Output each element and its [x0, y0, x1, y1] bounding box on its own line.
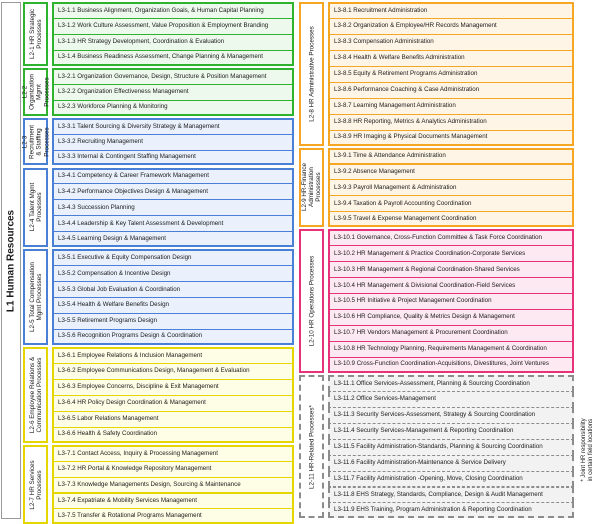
process-item: L3-8.3 Compensation Administration — [328, 34, 574, 51]
process-item: L3-3.2 Recruiting Management — [52, 134, 294, 151]
process-item: L3-7.2 HR Portal & Knowledge Repository Management — [52, 461, 294, 478]
process-item: L3-4.4 Leadership & Key Talent Assessment & Development — [52, 215, 294, 232]
process-item: L3-9.5 Travel & Expense Management Coordination — [328, 211, 574, 227]
group-label-text: L2-10 HR Operations Processes — [307, 255, 315, 347]
process-item: L3-9.3 Payroll Management & Administration — [328, 179, 574, 196]
group-label-text: L2-4 Talent Mgmt Processes — [28, 183, 43, 232]
process-item: L3-2.1 Organization Governance, Design, Structure & Position Management — [52, 68, 294, 85]
l1-title: L1 Human Resources — [5, 209, 17, 312]
process-item: L3-2.3 Workforce Planning & Monitoring — [52, 100, 294, 116]
process-item: L3-1.4 Business Readiness Assessment, Change Planning & Management — [52, 50, 294, 66]
process-item: L3-7.4 Expatriate & Mobility Services Management — [52, 493, 294, 510]
process-item: L3-10.3 HR Management & Regional Coordination-Shared Services — [328, 261, 574, 278]
group-label-text: L2-9 HR-Finance Administration Processes — [300, 163, 323, 212]
process-item: L3-10.9 Cross-Function Coordination-Acquisitions, Divestitures, Joint Ventures — [328, 357, 574, 373]
process-item: L3-4.2 Performance Objectives Design & Management — [52, 183, 294, 200]
process-item: L3-7.3 Knowledge Managements Design, Sourcing & Maintenance — [52, 477, 294, 494]
process-item: L3-5.6 Recognition Programs Design & Coordination — [52, 329, 294, 345]
group-label-l2-2 — [23, 68, 48, 116]
process-item: L3-7.5 Transfer & Rotational Programs Management — [52, 508, 294, 524]
process-item: L3-6.5 Labor Relations Management — [52, 411, 294, 428]
process-item: L3-6.1 Employee Relations & Inclusion Management — [52, 347, 294, 364]
process-item: L3-9.2 Absence Management — [328, 164, 574, 181]
group-label-l2-1 — [23, 2, 48, 66]
group-label-l2-10 — [299, 229, 324, 373]
process-item: L3-8.9 HR Imaging & Physical Documents Management — [328, 130, 574, 146]
footnote — [578, 380, 598, 520]
process-item: L3-4.1 Competency & Career Framework Management — [52, 168, 294, 185]
process-item: L3-8.1 Recruitment Administration — [328, 2, 574, 19]
process-item: L3-8.6 Performance Coaching & Case Administration — [328, 82, 574, 99]
process-item: L3-6.6 Health & Safety Coordination — [52, 427, 294, 443]
group-label-text: L2-1 HR Strategic Processes — [28, 8, 43, 59]
group-label-l2-7 — [23, 445, 48, 524]
process-item: L3-11.3 Security Services-Assessment, Strategy & Sourcing Coordination — [328, 407, 574, 424]
process-item: L3-8.2 Organization & Employee/HR Records Management — [328, 18, 574, 35]
group-label-l2-8 — [299, 2, 324, 146]
process-item: L3-5.3 Global Job Evaluation & Coordination — [52, 281, 294, 298]
process-item: L3-5.2 Compensation & Incentive Design — [52, 265, 294, 282]
l1-title-box — [1, 2, 21, 519]
process-item: L3-7.1 Contact Access, Inquiry & Processing Management — [52, 445, 294, 462]
process-item: L3-11.4 Security Services-Management & Reporting Coordination — [328, 423, 574, 440]
process-item: L3-4.5 Learning Design & Management — [52, 231, 294, 247]
process-item: L3-10.7 HR Vendors Management & Procurement Coordination — [328, 325, 574, 342]
process-item: L3-8.4 Health & Welfare Benefits Administration — [328, 50, 574, 67]
group-label-text: L2-8 HR Administrative Processes — [307, 25, 315, 122]
process-item: L3-11.2 Office Services-Management — [328, 391, 574, 408]
process-item: L3-11.5 Facility Administration-Standards, Planning & Sourcing Coordination — [328, 439, 574, 456]
process-item: L3-1.1 Business Alignment, Organization Goals, & Human Capital Planning — [52, 2, 294, 19]
group-label-l2-4 — [23, 168, 48, 248]
process-item: L3-9.4 Taxation & Payroll Accounting Coordination — [328, 195, 574, 212]
group-label-l2-9 — [299, 148, 324, 228]
process-item: L3-9.1 Time & Attendance Administration — [328, 148, 574, 165]
group-label-text: L2-3 Recruitment & Staffing Processes — [21, 124, 50, 159]
group-label-text: L2-5 Total Compensation Mgmt Processes — [28, 262, 43, 333]
process-item: L3-5.4 Health & Welfare Benefits Design — [52, 297, 294, 314]
group-label-l2-3 — [23, 118, 48, 166]
process-item: L3-1.3 HR Strategy Development, Coordination & Evaluation — [52, 34, 294, 51]
process-item: L3-3.3 Internal & Contingent Staffing Management — [52, 150, 294, 166]
process-item: L3-10.8 HR Technology Planning, Requirements Management & Coordination — [328, 341, 574, 358]
process-item: L3-1.2 Work Culture Assessment, Value Proposition & Employment Branding — [52, 18, 294, 35]
group-label-l2-5 — [23, 249, 48, 345]
process-item: L3-6.2 Employee Communications Design, Management & Evaluation — [52, 363, 294, 380]
process-item: L3-6.3 Employee Concerns, Discipline & Exit Management — [52, 379, 294, 396]
group-label-text: L2-6 Employee Relations & Communication Processes — [28, 356, 43, 433]
process-item: L3-8.7 Learning Management Administration — [328, 98, 574, 115]
group-label-text: L2-2 Organization Mgmt Processes — [21, 73, 50, 110]
footnote-text: * Joint HR responsibility in certain field locations — [581, 418, 594, 482]
process-item: L3-5.5 Retirement Programs Design — [52, 313, 294, 330]
group-label-l2-6 — [23, 347, 48, 443]
process-item: L3-6.4 HR Policy Design Coordination & Management — [52, 395, 294, 412]
process-item: L3-10.1 Governance, Cross-Function Committee & Task Force Coordination — [328, 229, 574, 246]
group-label-text: L2-11 HR-Related Processes* — [307, 404, 315, 489]
process-item: L3-2.2 Organization Effectiveness Management — [52, 84, 294, 101]
process-item: L3-11.7 Facility Administration -Opening, Move, Closing Coordination — [328, 471, 574, 488]
process-item: L3-11.9 EHS Training, Program Administration & Reporting Coordination — [328, 502, 574, 518]
process-item: L3-5.1 Executive & Equity Compensation Design — [52, 249, 294, 266]
group-label-l2-11 — [299, 375, 324, 519]
process-item: L3-10.4 HR Management & Divisional Coordination-Field Services — [328, 277, 574, 294]
group-label-text: L2-7 HR Services Processes — [28, 459, 43, 510]
process-item: L3-10.5 HR Initiative & Project Management Coordination — [328, 293, 574, 310]
process-item: L3-10.6 HR Compliance, Quality & Metrics Design & Management — [328, 309, 574, 326]
process-item: L3-4.3 Succession Planning — [52, 199, 294, 216]
process-item: L3-11.6 Facility Administration-Maintenance & Service Delivery — [328, 455, 574, 472]
process-item: L3-8.5 Equity & Retirement Programs Administration — [328, 66, 574, 83]
process-item: L3-8.8 HR Reporting, Metrics & Analytics Administration — [328, 114, 574, 131]
process-item: L3-11.1 Office Services-Assessment, Planning & Sourcing Coordination — [328, 375, 574, 392]
process-item: L3-10.2 HR Management & Practice Coordination-Corporate Services — [328, 245, 574, 262]
process-item: L3-3.1 Talent Sourcing & Diversity Strategy & Management — [52, 118, 294, 135]
process-item: L3-11.8 EHS Strategy, Standards, Compliance, Design & Audit Management — [328, 487, 574, 504]
